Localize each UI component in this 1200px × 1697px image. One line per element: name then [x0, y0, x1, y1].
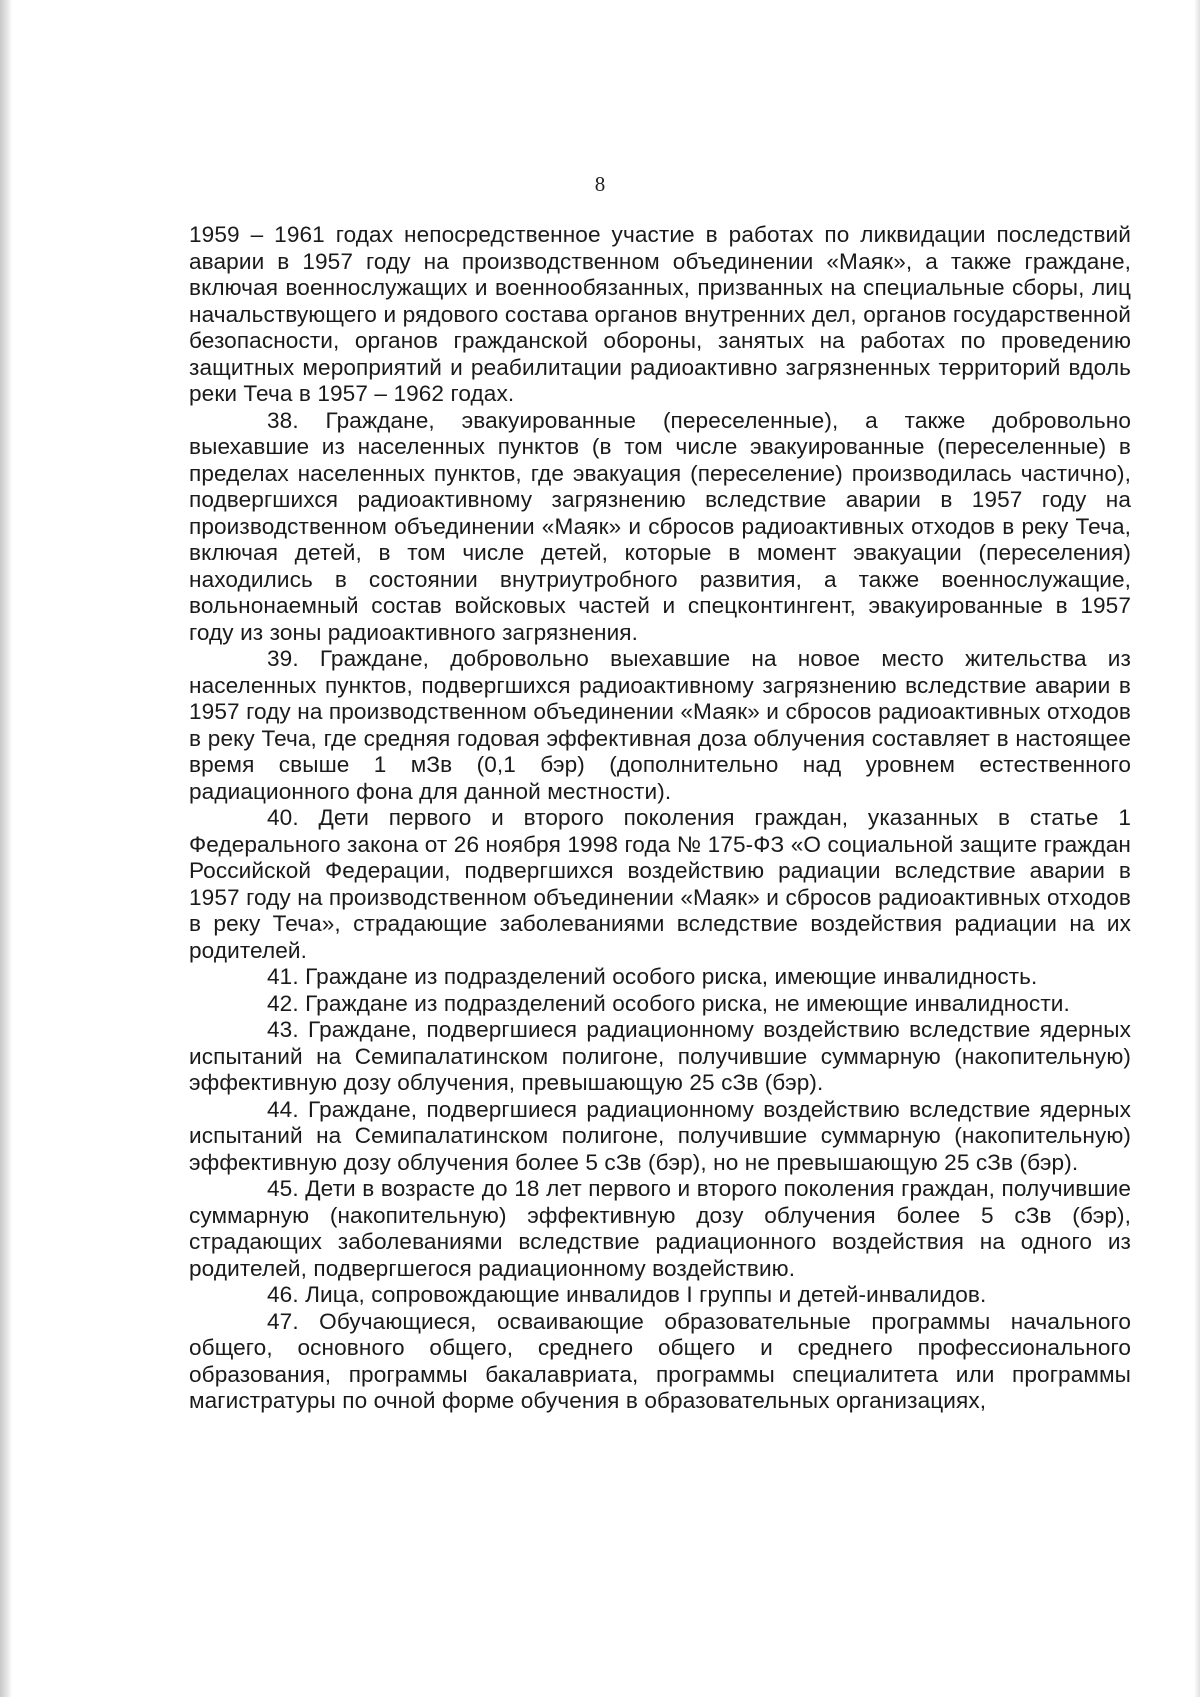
- paragraph-40: 40. Дети первого и второго поколения граждан, указанных в статье 1 Федерального закона от 26 ноября 1998 года № 175-ФЗ «О социальной защите граждан Российской Федерации, подвергшихся воздействию радиации вследствие аварии в 1957 году на производственном объединении «Маяк» и сбросов радиоактивных отходов в реку Теча», страдающие заболеваниями вследствие воздействия радиации на их родителей.: [189, 805, 1131, 963]
- paragraph-47: 47. Обучающиеся, осваивающие образовательные программы начального общего, основного общего, среднего общего и среднего профессионального образования, программы бакалавриата, программы специалитета или программы магистратуры по очной форме обучения в образовательных организациях,: [189, 1308, 1131, 1413]
- scan-shadow-left: [0, 0, 12, 1697]
- document-body: [189, 222, 1131, 1415]
- paragraph-38: 38. Граждане, эвакуированные (переселенные), а также добровольно выехавшие из населенных пунктов (в том числе эвакуированные (переселенные) в пределах населенных пунктов, где эвакуация (переселение) производилась частично), подвергшихся радиоактивному загрязнению вследствие аварии в 1957 году на производственном объединении «Маяк» и сбросов радиоактивных отходов в реку Теча, включая детей, в том числе детей, которые в момент эвакуации (переселения) находились в состоянии внутриутробного развития, а также военнослужащие, вольнонаемный состав войсковых частей и спецконтингент, эвакуированные в 1957 году из зоны радиоактивного загрязнения.: [189, 407, 1131, 645]
- paragraph-42: 42. Граждане из подразделений особого риска, не имеющие инвалидности.: [267, 990, 1070, 1016]
- paragraph-continuation: 1959 – 1961 годах непосредственное участие в работах по ликвидации последствий аварии в 1957 году на производственном объединении «Маяк», а также граждане, включая военнослужащих и военнообязанных, призванных на специальные сборы, лиц начальствующего и рядового состава органов внутренних дел, органов государственной безопасности, органов гражданской обороны, занятых на работах по проведению защитных мероприятий и реабилитации радиоактивно загрязненных территорий вдоль реки Теча в 1957 – 1962 годах.: [189, 222, 1131, 406]
- paragraph-44: 44. Граждане, подвергшиеся радиационному воздействию вследствие ядерных испытаний на Семипалатинском полигоне, получившие суммарную (накопительную) эффективную дозу облучения более 5 сЗв (бэр), но не превышающую 25 сЗв (бэр).: [189, 1096, 1131, 1175]
- scan-shadow-right: [1194, 0, 1200, 1697]
- paragraph-45: 45. Дети в возрасте до 18 лет первого и второго поколения граждан, получившие суммарную (накопительную) эффективную дозу облучения более 5 сЗв (бэр), страдающих заболеваниями вследствие радиационного воздействия на одного из родителей, подвергшегося радиационному воздействию.: [189, 1176, 1131, 1281]
- paragraph-43: 43. Граждане, подвергшиеся радиационному воздействию вследствие ядерных испытаний на Семипалатинском полигоне, получившие суммарную (накопительную) эффективную дозу облучения, превышающую 25 сЗв (бэр).: [189, 1017, 1131, 1095]
- paragraph-46: 46. Лица, сопровождающие инвалидов I группы и детей-инвалидов.: [267, 1282, 987, 1307]
- paragraph-41: 41. Граждане из подразделений особого риска, имеющие инвалидность.: [267, 964, 1038, 989]
- page-number: 8: [594, 172, 606, 196]
- paragraph-39: 39. Граждане, добровольно выехавшие на новое место жительства из населенных пунктов, подвергшихся радиоактивному загрязнению вследствие аварии в 1957 году на производственном объединении «Маяк» и сбросов радиоактивных отходов в реку Теча, где средняя годовая эффективная доза облучения составляет в настоящее время свыше 1 мЗв (0,1 бэр) (дополнительно над уровнем естественного радиационного фона для данной местности).: [189, 646, 1131, 804]
